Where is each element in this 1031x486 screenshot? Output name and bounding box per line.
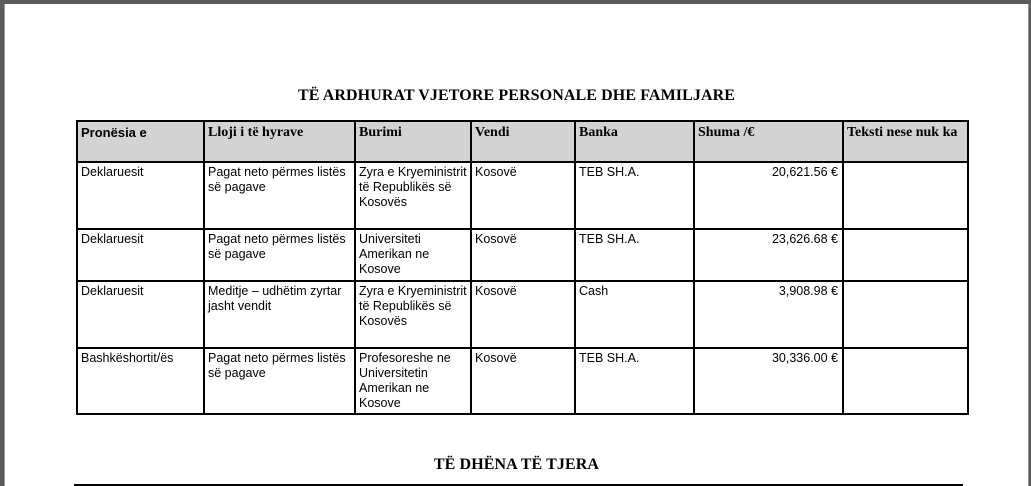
cell-amount: 3,908.98 €: [694, 281, 843, 348]
cell-source: Universiteti Amerikan ne Kosove: [355, 229, 471, 281]
cell-bank: TEB SH.A.: [575, 229, 694, 281]
cell-amount: 30,336.00 €: [694, 348, 843, 414]
table-row: [77, 229, 968, 281]
cell-country: Kosovë: [471, 162, 575, 229]
cell-note: [843, 348, 968, 414]
cell-owner: Deklaruesit: [77, 229, 204, 281]
cell-amount: 20,621.56 €: [694, 162, 843, 229]
cell-type: Pagat neto përmes listës së pagave: [204, 348, 355, 414]
cell-owner: Deklaruesit: [77, 281, 204, 348]
cell-source: Zyra e Kryeministrit të Republikës së Kosovës: [355, 162, 471, 229]
cell-country: Kosovë: [471, 348, 575, 414]
cell-amount: 23,626.68 €: [694, 229, 843, 281]
cell-country: Kosovë: [471, 281, 575, 348]
cell-source: Zyra e Kryeministrit të Republikës së Kosovës: [355, 281, 471, 348]
header-ownership: Pronësia e: [77, 121, 204, 162]
cell-owner: Bashkëshortit/ës: [77, 348, 204, 414]
other-data-section-title: TË DHËNA TË TJERA: [433, 456, 600, 473]
table-header-row: [77, 121, 968, 162]
income-section-title: TË ARDHURAT VJETORE PERSONALE DHE FAMILJARE: [297, 87, 736, 104]
header-country: Vendi: [471, 121, 575, 162]
header-note: Teksti nese nuk ka: [843, 121, 968, 162]
header-amount: Shuma /€: [694, 121, 843, 162]
cell-note: [843, 162, 968, 229]
cell-bank: TEB SH.A.: [575, 162, 694, 229]
cell-bank: TEB SH.A.: [575, 348, 694, 414]
cell-type: Pagat neto përmes listës së pagave: [204, 229, 355, 281]
cell-owner: Deklaruesit: [77, 162, 204, 229]
cell-bank: Cash: [575, 281, 694, 348]
cell-country: Kosovë: [471, 229, 575, 281]
income-table: [76, 120, 969, 415]
header-income-type: Lloji i të hyrave: [204, 121, 355, 162]
table-row: [77, 162, 968, 229]
cell-note: [843, 229, 968, 281]
cell-type: Meditje – udhëtim zyrtar jasht vendit: [204, 281, 355, 348]
table-row: [77, 348, 968, 414]
cell-type: Pagat neto përmes listës së pagave: [204, 162, 355, 229]
header-source: Burimi: [355, 121, 471, 162]
table-row: [77, 281, 968, 348]
cell-source: Profesoreshe ne Universitetin Amerikan ne Kosove: [355, 348, 471, 414]
cell-note: [843, 281, 968, 348]
document-page: [4, 4, 1029, 486]
header-bank: Banka: [575, 121, 694, 162]
